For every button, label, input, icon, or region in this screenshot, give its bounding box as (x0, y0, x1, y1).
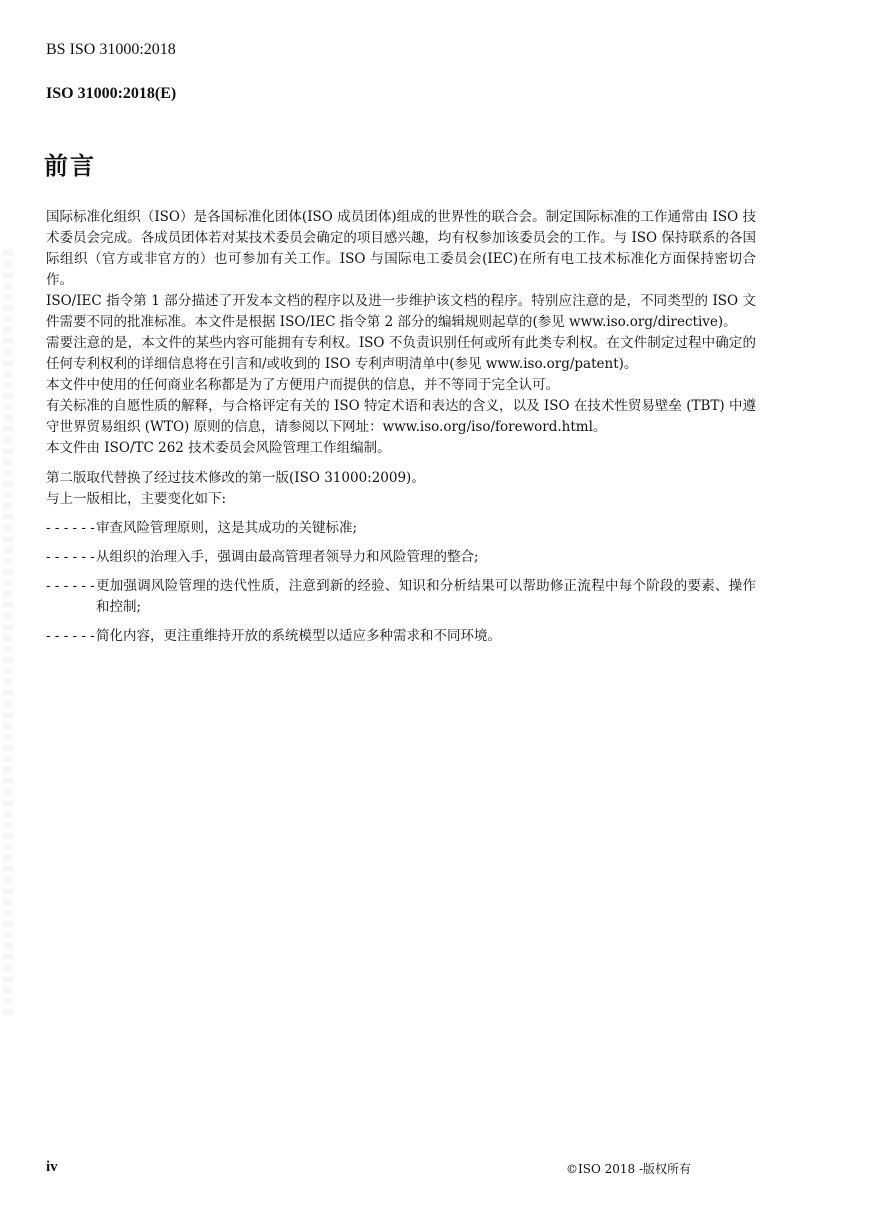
list-item (46, 518, 756, 539)
dash-marker: - - - - - - (46, 578, 95, 594)
dash-marker: - - - - - - (46, 549, 95, 565)
page-number: iv (46, 1159, 58, 1175)
list-item (46, 547, 756, 568)
paragraph-directives: ISO/IEC 指令第 1 部分描述了开发本文档的程序以及进一步维护该文档的程序。特别应注意的是，不同类型的 ISO 文件需要不同的批准标准。本文件是根据 ISO/IEC 指令第 2 部分的编辑规则起草的(参见 www.iso.org/directive)。 (46, 293, 756, 330)
paragraph-patents: 需要注意的是，本文件的某些内容可能拥有专利权。ISO 不负责识别任何或所有此类专利权。在文件制定过程中确定的任何专利权利的详细信息将在引言和/或收到的 ISO 专利声明清单中(参见 www.iso.org/patent)。 (46, 335, 756, 372)
foreword-body (46, 207, 756, 655)
paragraph-committee: 本文件由 ISO/TC 262 技术委员会风险管理工作组编制。 (46, 440, 391, 456)
list-item (46, 576, 756, 618)
paragraph-voluntary-nature: 有关标准的自愿性质的解释，与合格评定有关的 ISO 特定术语和表达的含义，以及 ISO 在技术性贸易壁垒 (TBT) 中遵守世界贸易组织 (WTO) 原则的信息，请参阅以下网址：www.iso.org/iso/foreword.html。 (46, 398, 756, 435)
list-item-text: 更加强调风险管理的迭代性质，注意到新的经验、知识和分析结果可以帮助修正流程中每个阶段的要素、操作和控制; (96, 578, 756, 615)
dash-marker: - - - - - - (46, 628, 95, 644)
document-id: BS ISO 31000:2018 (46, 41, 176, 58)
document-edition-id: ISO 31000:2018(E) (46, 85, 177, 102)
list-item (46, 626, 756, 647)
list-item-text: 审查风险管理原则，这是其成功的关键标准; (96, 520, 358, 536)
scan-margin-artifact (3, 250, 13, 1020)
copyright-notice: ©ISO 2018 -版权所有 (566, 1162, 692, 1176)
dash-marker: - - - - - - (46, 520, 95, 536)
paragraph-changes-intro: 与上一版相比，主要变化如下: (46, 491, 227, 507)
list-item-text: 简化内容，更注重维持开放的系统模型以适应多种需求和不同环境。 (96, 628, 501, 644)
list-item-text: 从组织的治理入手，强调由最高管理者领导力和风险管理的整合; (96, 549, 479, 565)
page-title: 前言 (44, 151, 96, 180)
paragraph-trade-names: 本文件中使用的任何商业名称都是为了方便用户而提供的信息，并不等同于完全认可。 (46, 377, 559, 393)
paragraph-edition: 第二版取代替换了经过技术修改的第一版(ISO 31000:2009)。 (46, 470, 425, 486)
changes-list (46, 518, 756, 647)
paragraph-iso-intro: 国际标准化组织（ISO）是各国标准化团体(ISO 成员团体)组成的世界性的联合会。制定国际标准的工作通常由 ISO 技术委员会完成。各成员团体若对某技术委员会确定的项目感兴趣，均有权参加该委员会的工作。与 ISO 保持联系的各国际组织（官方或非官方的）也可参加有关工作。ISO 与国际电工委员会(IEC)在所有电工技术标准化方面保持密切合作。 (46, 209, 756, 288)
